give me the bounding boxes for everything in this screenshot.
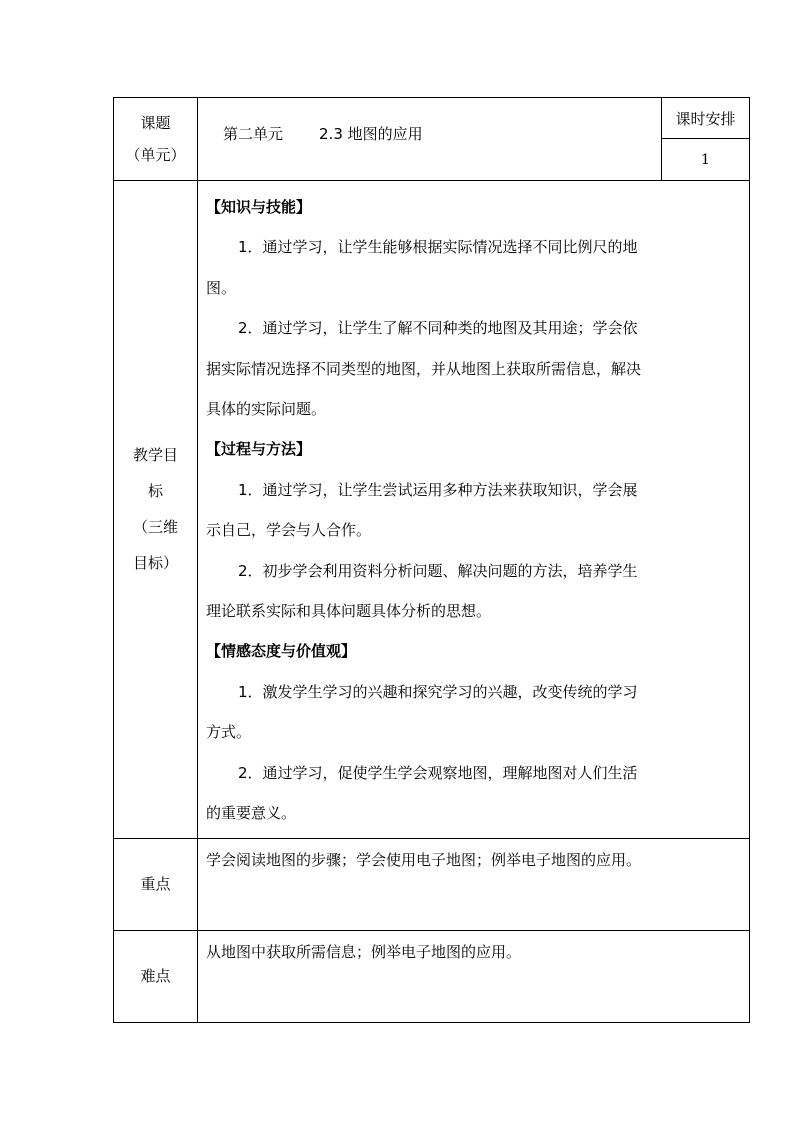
lesson-plan-table bbox=[113, 97, 750, 1023]
objective-text: 1．通过学习，让学生能够根据实际情况选择不同比例尺的地 bbox=[238, 238, 638, 257]
objectives-label-line1: 教学目 bbox=[132, 446, 178, 465]
objective-text: 2．通过学习，促使学生学会观察地图，理解地图对人们生活 bbox=[238, 763, 638, 782]
objectives-row bbox=[114, 181, 750, 839]
subject-label-line2: （单元） bbox=[125, 146, 186, 164]
objective-text: 1．通过学习，让学生尝试运用多种方法来获取知识，学会展 bbox=[238, 480, 638, 499]
hours-value: 1 bbox=[662, 139, 750, 181]
objectives-label-line2: 标 bbox=[147, 482, 163, 501]
objective-text: 据实际情况选择不同类型的地图，并从地图上获取所需信息，解决 bbox=[206, 359, 642, 378]
objectives-content bbox=[198, 181, 750, 839]
lesson-title-cell bbox=[198, 98, 662, 181]
objectives-label-line3: （三维 bbox=[132, 518, 178, 537]
objective-text: 理论联系实际和具体问题具体分析的思想。 bbox=[206, 602, 492, 621]
section-heading-knowledge: 【知识与技能】 bbox=[206, 198, 312, 216]
unit-name: 第二单元 bbox=[223, 124, 284, 143]
objectives-label-line4: 目标） bbox=[132, 554, 178, 573]
key-points-row bbox=[114, 838, 750, 930]
objective-text: 方式。 bbox=[206, 723, 252, 742]
key-points-label: 重点 bbox=[114, 838, 198, 930]
objective-text: 图。 bbox=[206, 278, 237, 297]
objective-text: 2．初步学会利用资料分析问题、解决问题的方法，培养学生 bbox=[238, 561, 638, 580]
difficulties-row bbox=[114, 930, 750, 1022]
subject-label-line1: 课题 bbox=[140, 114, 171, 132]
lesson-name: 2.3 地图的应用 bbox=[319, 124, 423, 143]
section-heading-process: 【过程与方法】 bbox=[206, 440, 312, 459]
subject-label-cell bbox=[114, 98, 198, 181]
key-points-text: 学会阅读地图的步骤；学会使用电子地图；例举电子地图的应用。 bbox=[198, 838, 750, 930]
difficulties-label: 难点 bbox=[114, 930, 198, 1022]
objective-text: 2．通过学习，让学生了解不同种类的地图及其用途；学会依 bbox=[238, 319, 638, 338]
difficulties-text: 从地图中获取所需信息；例举电子地图的应用。 bbox=[198, 930, 750, 1022]
objective-text: 具体的实际问题。 bbox=[206, 400, 327, 419]
objectives-label-cell bbox=[114, 181, 198, 839]
section-heading-attitude: 【情感态度与价值观】 bbox=[206, 642, 357, 661]
header-row bbox=[114, 98, 750, 139]
hours-label: 课时安排 bbox=[662, 98, 750, 139]
objective-text: 的重要意义。 bbox=[206, 804, 297, 823]
objective-text: 1．激发学生学习的兴趣和探究学习的兴趣，改变传统的学习 bbox=[238, 682, 638, 701]
objective-text: 示自己，学会与人合作。 bbox=[206, 521, 372, 540]
